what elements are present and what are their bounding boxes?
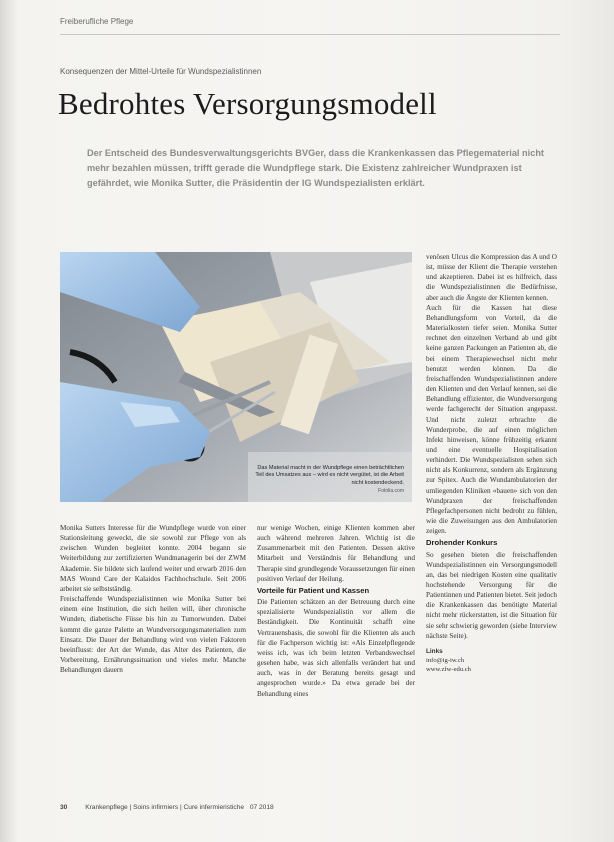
caption-text: Das Material macht in der Wundpflege einen beträchtlichen Teil des Umsatzes aus – wird es nicht vergütet, ist die Arbeit nicht kostendeckend. [255, 464, 404, 486]
page-footer [60, 804, 274, 811]
paragraph: Monika Sutters Interesse für die Wundpflege wurde von einer Stationsleitung geweckt, die sie sowohl zur Pflege von als zwischen Wunden begleitet konnte. 2004 begann sie Weiterbildung zur zertifizierten Wundmanagerin bei der ZWM Akademie. Sie bildete sich laufend weiter und erwarb 2016 den MAS Wound Care der Kalaidos Fachhochschule. Seit 2006 arbeitet sie selbstständig. [60, 524, 246, 593]
link-text: www.zfw-edu.ch [426, 665, 471, 673]
subheading: Vorteile für Patient und Kassen [257, 585, 370, 595]
subheading: Drohender Konkurs [426, 538, 498, 548]
publication-name: Krankenpflege | Soins infirmiers | Cure infermieristiche [85, 804, 244, 811]
paragraph: So gesehen bieten die freischaffenden Wundspezialistinnen ein Versorgungsmodell an, das bei niedrigen Kosten eine qualitativ hochstehende Versorgung für die Patientinnen und Patienten bietet. Seit jedoch die Krankenkassen das benötigte Material nicht mehr rückerstatten, ist die Situation für sie sehr schwierig geworden (siehe Interview nächste Seite). [426, 550, 557, 640]
article-title: Bedrohtes Versorgungsmodell [58, 86, 437, 121]
text-column-2 [257, 523, 415, 699]
header-divider [60, 34, 560, 35]
paragraph: Freischaffende Wundspezialistinnen wie Monika Sutter bei einem eine Institution, die sich heilen will, über chronische Wunden, diabetische Füsse bis hin zu Tumorwunden. Dabei kommt die ganze Palette an Wundversorgungsmaterialien zum Einsatz. Die Dauer der Behandlung wird von vielen Faktoren beeinflusst: der Art der Wunde, das Alter des Patienten, die Vorbereitung, Ernährungssituation und vieles mehr. Manche Behandlungen dauern [60, 595, 246, 675]
issue-number: 07 2018 [249, 804, 274, 811]
paragraph: Die Patienten schätzen an der Betreuung durch eine spezialisierte Wundspezialistin vor allem die Beständigkeit. Die Kontinuität schafft eine Vertrauensbasis, die sowohl für die Klienten als auch für die Fachperson wichtig ist: «Als Einzelpflegende weiss ich, was ich beim letzten Verbandswechsel gesehen habe, was sich allenfalls verändert hat und auch, was in der Beratung bereits gesagt und angesprochen wurde.» Da etwa gerade bei der Behandlung eines [257, 598, 415, 698]
article-photo [60, 252, 412, 502]
text-column-3 [426, 252, 557, 674]
link-text: info@ig-iw.ch [426, 657, 465, 665]
photo-credit: Fotolia.com [378, 488, 404, 495]
photo-caption [254, 465, 404, 496]
text-column-1 [60, 523, 246, 675]
links-heading: Links [426, 647, 443, 655]
paragraph: venösen Ulcus die Kompression das A und O ist, müsse der Klient die Therapie verstehen und akzeptieren. Dabei ist es hilfreich, dass die Wundspezialistinnen die Bedürfnisse, aber auch die Ängste der Klienten kennen. [426, 253, 557, 302]
article-lead: Der Entscheid des Bundesverwaltungsgerichts BVGer, dass die Krankenkassen das Pflegematerial nicht mehr bezahlen müssen, trifft gerade die Wundpflege stark. Die Existenz zahlreicher Wundpraxen ist gefährdet, wie Monika Sutter, die Präsidentin der IG Wundspezialisten erklärt. [87, 148, 544, 189]
page-number: 30 [60, 804, 68, 811]
paragraph: Auch für die Kassen hat diese Behandlungsform von Vorteil, da die Materialkosten tiefer seien. Monika Sutter rechnet den einzelnen Verband ab und gibt keine ganzen Packungen an Patienten ab, die bei einem Therapiewechsel nicht mehr benutzt werden können. Da die freischaffenden Wundspezialistinnen andere den Klienten und den Verlauf kennen, sei die Behandlung effizienter, die Wundversorgung werde fachgerecht der Situation angepasst. Und nicht zuletzt erbrachte die Wunderprobe, die auf einen möglichen Infekt hinweisen, könne frühzeitig erkannt und eine eventuelle Hospitalisation verhindert. Die Wundspezialisten sehen sich nicht als Konkurrenz, sondern als Ergänzung zur Spitex. Auch die Wundambulatorien der umliegenden Kliniken «bauen» sich von den Wundpraxen der freischaffenden Pflegefachpersonen nicht bedroht zu fühlen, wie die Zuweisungen aus den Ambulatorien zeigen. [426, 303, 557, 536]
paragraph: nur wenige Wochen, einige Klienten kommen aber auch während mehreren Jahren. Wichtig ist die Zusammenarbeit mit den Patienten. Dessen aktive Mitarbeit und Verständnis für Behandlung und Therapie sind grundlegende Voraussetzungen für einen positiven Verlauf der Heilung. [257, 524, 416, 583]
article-kicker: Konsequenzen der Mittel-Urteile für Wundspezialistinnen [60, 67, 262, 76]
section-label: Freiberufliche Pflege [60, 17, 134, 26]
links-list [426, 657, 557, 674]
